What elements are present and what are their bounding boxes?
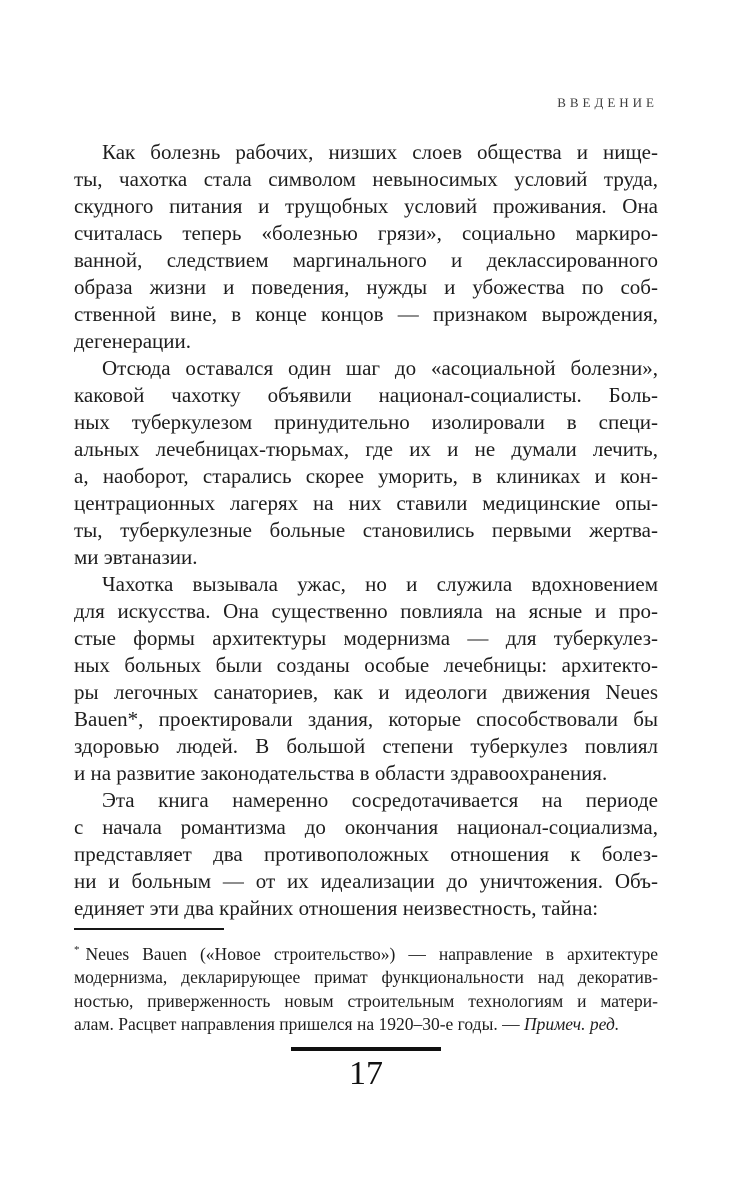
footnote-separator	[74, 928, 224, 930]
paragraph	[74, 139, 658, 355]
text-line: с начала романтизма до окончания национал-социализма,	[74, 815, 658, 839]
footnote-text: Neues Bauen («Новое строительство») — направление в архитектуре	[85, 943, 658, 964]
paragraph	[74, 787, 658, 922]
text-line: считалась теперь «болезнью грязи», социально маркиро-	[74, 221, 658, 245]
text-line: ни и больным — от их идеализации до уничтожения. Объ-	[74, 869, 658, 893]
running-header: ВВЕДЕНИЕ	[557, 95, 658, 110]
text-line: ванной, следствием маргинального и деклассированного	[74, 248, 658, 272]
text-line: ственной вине, в конце концов — признаком вырождения,	[74, 302, 658, 326]
text-line: ты, чахотка стала символом невыносимых условий труда,	[74, 167, 658, 191]
text-line: здоровью людей. В большой степени туберкулез повлиял	[74, 734, 658, 758]
footnote-line: модернизма, декларирующее примат функциональности над декоратив-	[74, 967, 658, 988]
footnote-editor-note: Примеч. ред.	[523, 1014, 620, 1035]
footnote-text: алам. Расцвет направления пришелся на 1920–30-е годы. —	[74, 1014, 524, 1035]
text-line: альных лечебницах-тюрьмах, где их и не думали лечить,	[74, 437, 658, 461]
text-line: Отсюда оставался один шаг до «асоциальной болезни»,	[102, 356, 658, 380]
text-line: центрационных лагерях на них ставили медицинские опы-	[74, 491, 658, 515]
footnote-line	[74, 1013, 658, 1037]
footnote-line: ностью, приверженность новым строительным технологиям и матери-	[74, 990, 658, 1011]
paragraph	[74, 571, 658, 787]
text-line: ры легочных санаториев, как и идеологи движения Neues	[74, 680, 658, 704]
footnote-marker: *	[74, 944, 80, 956]
text-line: дегенерации.	[74, 329, 192, 353]
footnote-line	[74, 939, 658, 966]
page-number: 17	[349, 1054, 383, 1092]
footnote	[74, 939, 658, 1037]
text-line: Эта книга намеренно сосредотачивается на периоде	[102, 788, 658, 812]
text-line: ных больных были созданы особые лечебницы: архитекто-	[74, 653, 658, 677]
text-line: Как болезнь рабочих, низших слоев общества и нище-	[102, 140, 658, 164]
text-line: стые формы архитектуры модернизма — для туберкулез-	[74, 626, 658, 650]
text-line: скудного питания и трущобных условий проживания. Она	[74, 194, 658, 218]
text-line: Чахотка вызывала ужас, но и служила вдохновением	[102, 572, 658, 596]
text-line: каковой чахотку объявили национал-социалисты. Боль-	[74, 383, 658, 407]
text-line: образа жизни и поведения, нужды и убожества по соб-	[74, 275, 658, 299]
text-line: ми эвтаназии.	[74, 545, 198, 569]
text-line: Bauen*, проектировали здания, которые способствовали бы	[74, 707, 658, 731]
body-text	[74, 139, 658, 922]
paragraph	[74, 355, 658, 571]
text-line: единяет эти два крайних отношения неизвестность, тайна:	[74, 896, 599, 920]
text-line: ных туберкулезом принудительно изолировали в специ-	[74, 410, 658, 434]
text-line: а, наоборот, старались скорее уморить, в клиниках и кон-	[74, 464, 658, 488]
text-line: представляет два противоположных отношения к болез-	[74, 842, 658, 866]
text-line: и на развитие законодательства в области здравоохранения.	[74, 761, 608, 785]
page-content	[74, 139, 658, 1093]
text-line: ты, туберкулезные больные становились первыми жертва-	[74, 518, 658, 542]
text-line: для искусства. Она существенно повлияла на ясные и про-	[74, 599, 658, 623]
page-footer	[74, 1047, 658, 1093]
page-number-rule	[291, 1047, 441, 1051]
